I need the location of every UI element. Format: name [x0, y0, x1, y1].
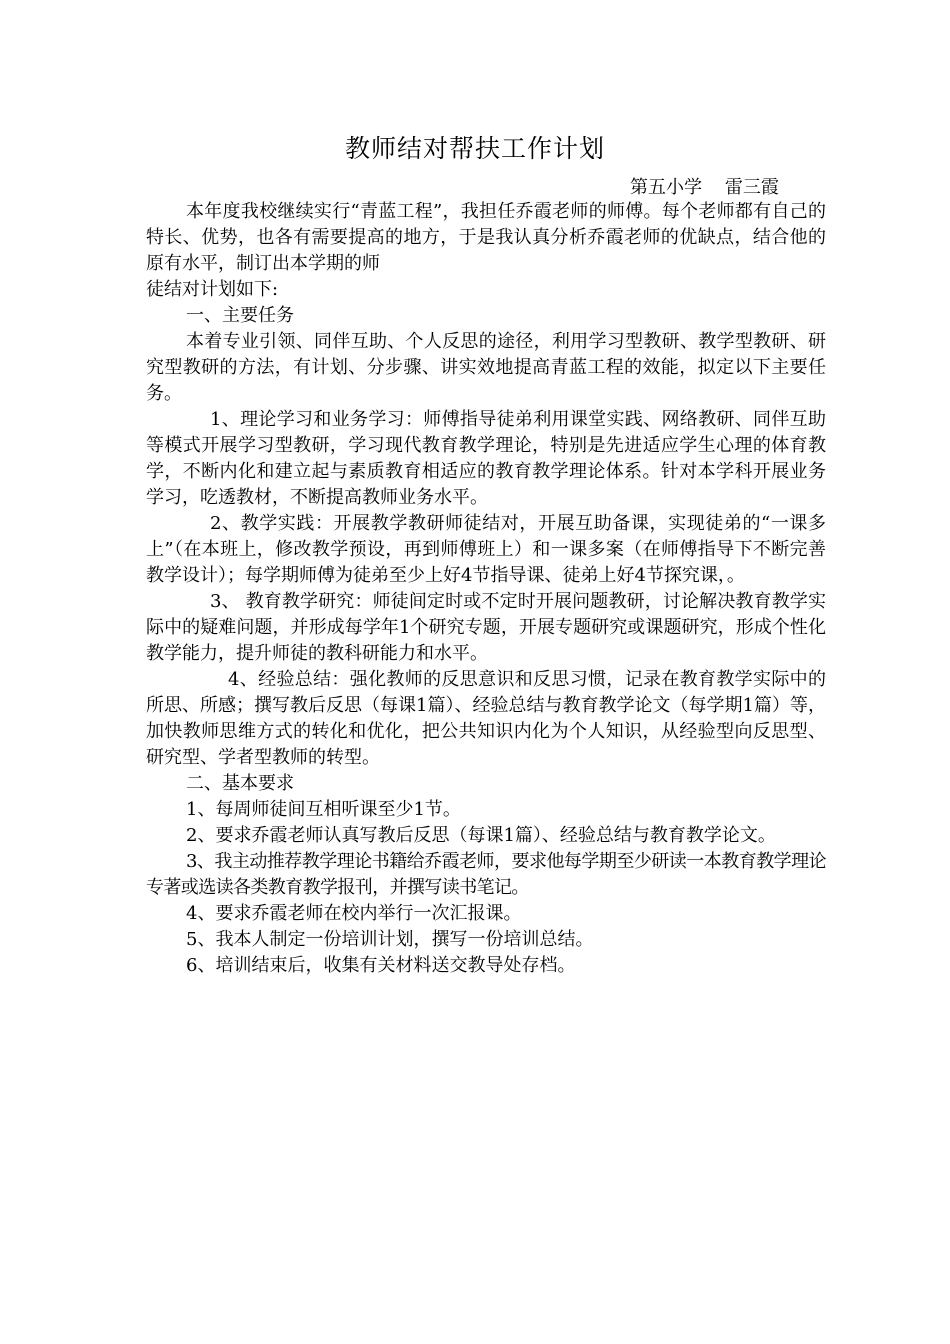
requirement-item-5: 5、我本人制定一份培训计划，撰写一份培训总结。 — [186, 929, 594, 950]
section-heading-main-tasks: 一、主要任务 — [186, 305, 294, 326]
requirement-item-1: 1、每周师徒间互相听课至少1节。 — [186, 799, 461, 820]
requirement-item-3: 3、我主动推荐教学理论书籍给乔霞老师，要求他每学期至少研读一本教育教学理论专著或选读各类教育教学报刊，并撰写读书笔记。 — [146, 851, 826, 898]
section-heading-basic-requirements: 二、基本要求 — [186, 773, 294, 794]
task-item-experience-summary: 4、经验总结：强化教师的反思意识和反思习惯，记录在教育教学实际中的所思、所感；撰写教后反思（每课1篇）、经验总结与教育教学论文（每学期1篇）等，加快教师思维方式的转化和优化，把公共知识内化为个人知识，从经验型向反思型、研究型、学者型教师的转型。 — [146, 669, 826, 768]
document-author: 第五小学 雷三霞 — [630, 177, 779, 198]
document-body — [146, 199, 826, 979]
requirement-item-4: 4、要求乔霞老师在校内举行一次汇报课。 — [186, 903, 522, 924]
task-item-teaching-practice: 2、教学实践：开展教学教研师徒结对，开展互助备课，实现徒弟的“一课多上”（在本班上，修改教学预设，再到师傅班上）和一课多案（在师傅指导下不断完善教学设计）；每学期师傅为徒弟至少上好4节指导课、徒弟上好4节探究课，。 — [146, 513, 826, 586]
main-tasks-intro: 本着专业引领、同伴互助、个人反思的途径，利用学习型教研、教学型教研、研究型教研的方法，有计划、分步骤、讲实效地提高青蓝工程的效能，拟定以下主要任务。 — [146, 331, 826, 404]
requirement-item-2: 2、要求乔霞老师认真写教后反思（每课1篇）、经验总结与教育教学论文。 — [186, 825, 776, 846]
intro-paragraph: 本年度我校继续实行“青蓝工程”，我担任乔霞老师的师傅。每个老师都有自己的特长、优势，也各有需要提高的地方，于是我认真分析乔霞老师的优缺点，结合他的原有水平，制订出本学期的师 — [146, 201, 826, 274]
task-item-theory-study: 1、理论学习和业务学习：师傅指导徒弟利用课堂实践、网络教研、同伴互助等模式开展学习型教研，学习现代教育教学理论，特别是先进适应学生心理的体育教学，不断内化和建立起与素质教育相适应的教育教学理论体系。针对本学科开展业务学习，吃透教材，不断提高教师业务水平。 — [146, 409, 826, 508]
task-item-education-research: 3、 教育教学研究：师徒间定时或不定时开展问题教研，讨论解决教育教学实际中的疑难问题，并形成每学年1个研究专题，开展专题研究或课题研究，形成个性化教学能力，提升师徒的教科研能力和水平。 — [146, 591, 826, 664]
intro-paragraph-continued: 徒结对计划如下: — [146, 279, 279, 300]
requirement-item-6: 6、培训结束后，收集有关材料送交教导处存档。 — [186, 955, 576, 976]
document-title: 教师结对帮扶工作计划 — [344, 134, 605, 163]
